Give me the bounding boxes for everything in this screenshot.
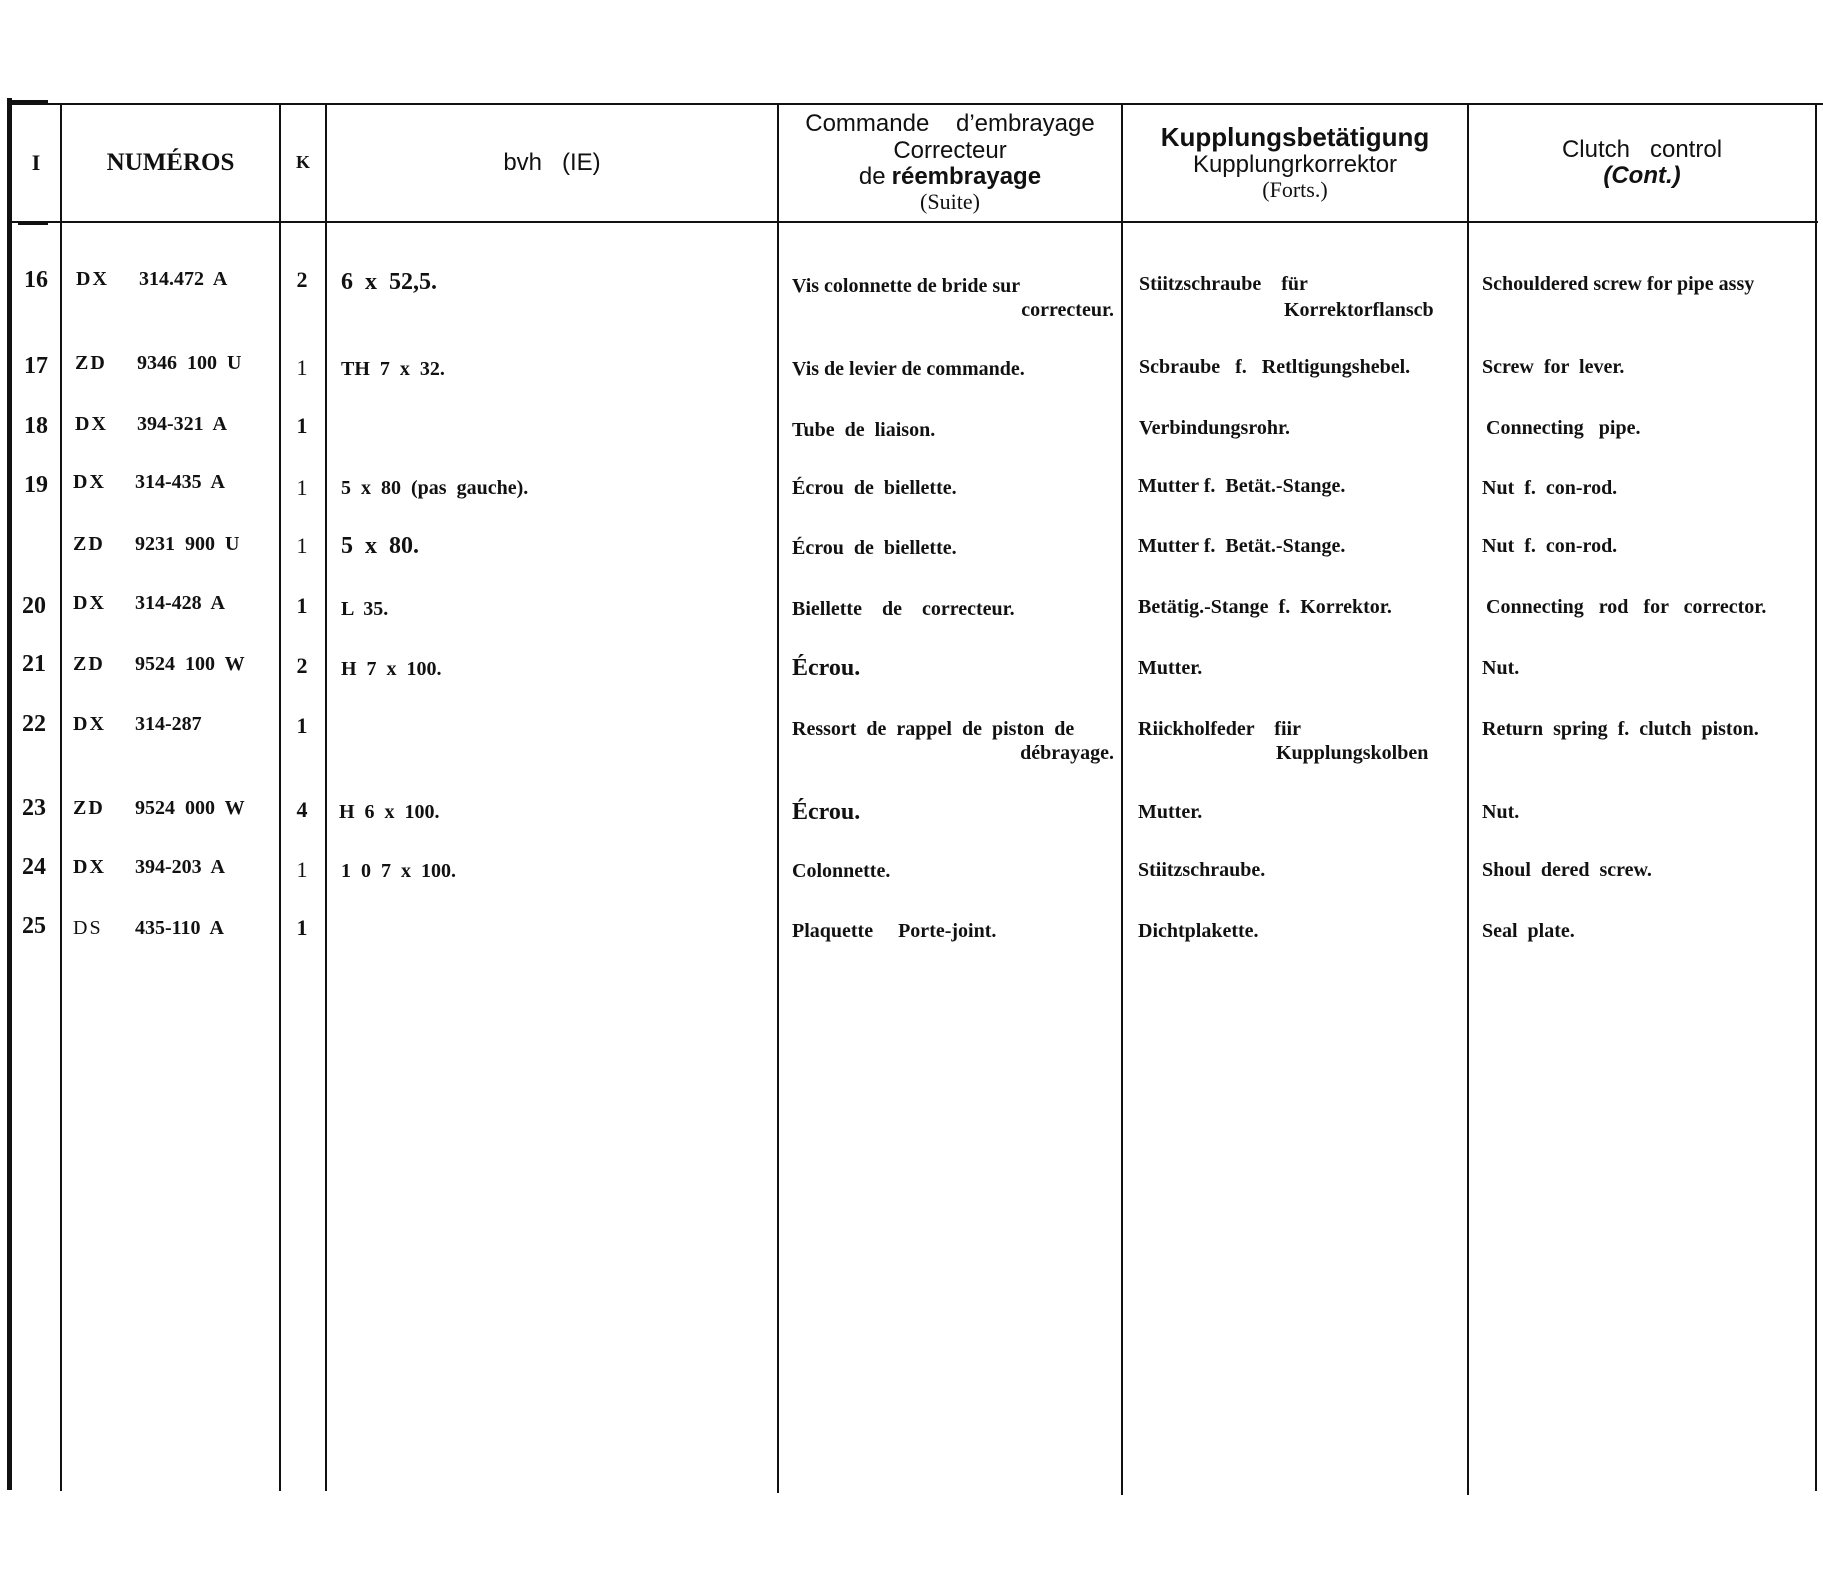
row-fr: Biellette de correcteur.	[792, 598, 1015, 620]
row-bvh: 1 0 7 x 100.	[341, 860, 456, 882]
row-index: 21	[22, 651, 46, 677]
row-de: Scbraube f. Retltigungshebel.	[1139, 356, 1411, 378]
row-en: Nut f. con-rod.	[1482, 535, 1618, 557]
row-fr: Tube de liaison.	[792, 419, 936, 441]
row-prefix: DX	[73, 592, 106, 614]
row-fr-cont: débrayage.	[1020, 742, 1114, 764]
row-en: Seal plate.	[1482, 920, 1575, 942]
row-prefix: ZD	[73, 653, 105, 675]
row-en: Nut.	[1482, 657, 1520, 679]
header-index	[12, 104, 60, 222]
row-fr-cont: correcteur.	[1021, 299, 1114, 321]
header-fr-line3-prefix: de	[858, 163, 886, 191]
row-bvh: L 35.	[341, 598, 389, 620]
row-en: Return spring f. clutch piston.	[1482, 718, 1759, 740]
row-fr: Ressort de rappel de piston de	[792, 718, 1075, 740]
header-bvh	[327, 104, 777, 222]
row-en: Screw for lever.	[1482, 356, 1625, 378]
header-index-label: I	[31, 149, 41, 175]
row-prefix: DX	[75, 413, 108, 435]
header-fr-line3	[859, 164, 1041, 190]
row-qty: 1	[296, 355, 308, 380]
row-index: 24	[22, 854, 46, 880]
row-de: Mutter f. Betät.-Stange.	[1138, 475, 1346, 497]
row-bvh: TH 7 x 32.	[341, 358, 445, 380]
row-prefix: ZD	[75, 352, 107, 374]
row-de: Mutter f. Betät.-Stange.	[1138, 535, 1346, 557]
header-fr-line2: Correcteur	[893, 136, 1007, 164]
row-index: 19	[24, 472, 48, 498]
col-divider-de	[1121, 105, 1123, 1495]
row-qty: 1	[296, 413, 308, 438]
row-fr: Écrou de biellette.	[792, 537, 957, 559]
row-en: Schouldered screw for pipe assy	[1482, 273, 1755, 295]
row-qty: 1	[296, 915, 308, 940]
row-en: Shoul dered screw.	[1482, 859, 1652, 881]
row-bvh: 5 x 80.	[341, 533, 419, 559]
row-index: 16	[24, 267, 48, 293]
header-numeros-label: NUMÉROS	[106, 149, 235, 177]
row-de: Mutter.	[1138, 801, 1203, 823]
header-de-line3: (Forts.)	[1262, 177, 1328, 203]
row-number: 394-321 A	[137, 413, 227, 435]
row-number: 314-428 A	[135, 592, 225, 614]
row-qty: 1	[296, 857, 308, 882]
row-prefix: DX	[73, 713, 106, 735]
row-fr: Écrou de biellette.	[792, 477, 957, 499]
row-qty: 1	[296, 533, 308, 558]
header-en-line1: Clutch control	[1561, 135, 1723, 163]
row-index: 22	[22, 711, 46, 737]
header-fr-line3-bold: réembrayage	[891, 163, 1042, 191]
col-divider-en	[1467, 105, 1469, 1495]
row-number: 9524 000 W	[135, 797, 245, 819]
row-bvh: H 6 x 100.	[339, 801, 440, 823]
header-k-label: K	[295, 152, 310, 173]
row-de: Betätig.-Stange f. Korrektor.	[1138, 596, 1392, 618]
header-english	[1469, 104, 1815, 222]
row-number: 314-287	[135, 713, 202, 735]
header-bvh-label: bvh (IE)	[503, 148, 601, 176]
col-divider-bvh	[325, 105, 327, 1491]
row-de: Verbindungsrohr.	[1139, 417, 1290, 439]
col-divider-numeros	[60, 105, 62, 1491]
row-prefix: DX	[76, 268, 109, 290]
row-fr: Vis de levier de commande.	[792, 358, 1025, 380]
left-tick-bottom	[18, 222, 48, 225]
row-number: 9346 100 U	[137, 352, 242, 374]
row-bvh: 5 x 80 (pas gauche).	[341, 477, 529, 499]
row-index: 20	[22, 593, 46, 619]
row-number: 394-203 A	[135, 856, 225, 878]
row-qty: 4	[296, 797, 308, 822]
row-qty: 2	[296, 267, 308, 292]
row-en: Nut f. con-rod.	[1482, 477, 1618, 499]
row-qty: 1	[296, 593, 308, 618]
left-tick-top	[8, 100, 48, 103]
row-en: Connecting rod for corrector.	[1486, 596, 1767, 618]
row-prefix: ZD	[73, 533, 105, 555]
row-number: 9524 100 W	[135, 653, 245, 675]
row-qty: 1	[296, 713, 308, 738]
col-divider-fr	[777, 105, 779, 1493]
header-german	[1123, 104, 1467, 222]
row-bvh: H 7 x 100.	[341, 658, 442, 680]
row-de-cont: Kupplungskolben	[1276, 742, 1429, 764]
row-prefix: DX	[73, 471, 106, 493]
row-de: Dichtplakette.	[1138, 920, 1259, 942]
row-fr: Vis colonnette de bride sur	[792, 275, 1021, 297]
row-fr: Plaquette Porte-joint.	[792, 920, 997, 942]
row-qty: 1	[296, 475, 308, 500]
row-number: 314-435 A	[135, 471, 225, 493]
header-de-line1: Kupplungsbetätigung	[1160, 122, 1430, 153]
row-index: 25	[22, 913, 46, 939]
header-en-line2: (Cont.)	[1603, 162, 1681, 189]
row-prefix: DS	[73, 917, 103, 939]
row-en: Nut.	[1482, 801, 1520, 823]
row-number: 435-110 A	[135, 917, 224, 939]
header-fr-line1: Commande d’embrayage	[805, 110, 1095, 138]
row-fr: Écrou.	[792, 655, 861, 681]
left-border	[7, 98, 12, 1490]
row-fr: Écrou.	[792, 799, 861, 825]
col-divider-k	[279, 105, 281, 1491]
header-k	[281, 104, 325, 222]
right-border	[1815, 105, 1817, 1491]
header-french	[779, 104, 1121, 222]
row-bvh: 6 x 52,5.	[341, 269, 437, 295]
row-number: 314.472 A	[139, 268, 228, 290]
row-qty: 2	[296, 653, 308, 678]
row-de: Stiitzschraube.	[1138, 859, 1266, 881]
header-de-line2: Kupplungrkorrektor	[1192, 151, 1398, 178]
row-index: 18	[24, 413, 48, 439]
row-index: 17	[24, 353, 48, 379]
row-de: Stiitzschraube für	[1139, 273, 1308, 295]
row-number: 9231 900 U	[135, 533, 240, 555]
row-index: 23	[22, 795, 46, 821]
row-de-cont: Korrektorflanscb	[1284, 299, 1434, 321]
header-fr-line4: (Suite)	[920, 189, 980, 215]
header-numeros	[62, 104, 279, 222]
row-en: Connecting pipe.	[1486, 417, 1641, 439]
row-prefix: DX	[73, 856, 106, 878]
row-de: Riickholfeder fiir	[1138, 718, 1301, 740]
row-fr: Colonnette.	[792, 860, 891, 882]
row-de: Mutter.	[1138, 657, 1203, 679]
row-prefix: ZD	[73, 797, 105, 819]
